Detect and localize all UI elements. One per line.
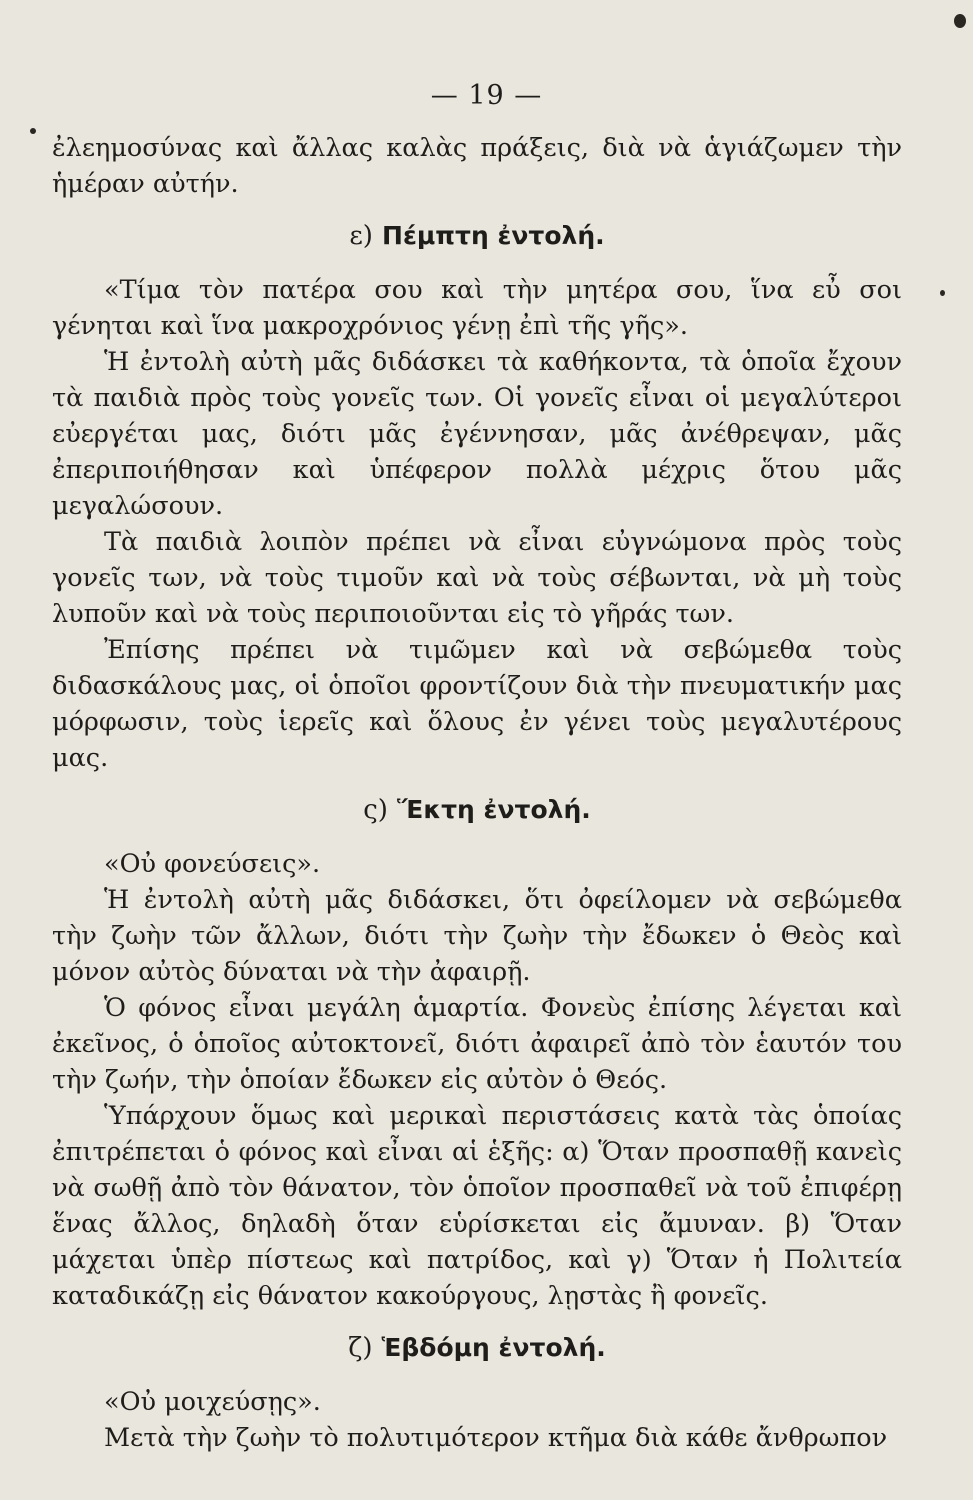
ink-speck xyxy=(954,14,966,28)
ink-speck xyxy=(940,290,945,296)
heading-sixth-commandment xyxy=(52,776,902,846)
heading-letter: ς) xyxy=(363,795,388,825)
commandment-quote: «Οὐ φονεύσεις». xyxy=(104,849,321,879)
heading-seventh-commandment xyxy=(52,1314,902,1384)
paragraph: Ἐπίσης πρέπει νὰ τιμῶμεν καὶ νὰ σεβώμεθα τοὺς διδασκάλους μας, οἱ ὁποῖοι φροντίζουν διὰ τὴν πνευματικήν μας μόρφωσιν, τοὺς ἱερεῖς καὶ ὅλους ἐν γένει τοὺς μεγαλυτέρους μας. xyxy=(52,635,902,773)
paragraph: Μετὰ τὴν ζωὴν τὸ πολυτιμότερον κτῆμα διὰ κάθε ἄνθρωπον xyxy=(104,1423,888,1453)
paragraph: Ὁ φόνος εἶναι μεγάλη ἁμαρτία. Φονεὺς ἐπίσης λέγεται καὶ ἐκεῖνος, ὁ ὁποῖος αὐτοκτονεῖ, διότι ἀφαιρεῖ ἀπὸ τὸν ἑαυτόν του τὴν ζωήν, τὴν ὁποίαν ἔδωκεν εἰς αὐτὸν ὁ Θεός. xyxy=(52,993,902,1095)
heading-letter: ζ) xyxy=(348,1333,373,1363)
paragraph: Ἡ ἐντολὴ αὐτὴ μᾶς διδάσκει, ὅτι ὀφείλομεν νὰ σεβώμεθα τὴν ζωὴν τῶν ἄλλων, διότι τὴν ζωὴν τὴν ἔδωκεν ὁ Θεὸς καὶ μόνον αὐτὸς δύναται νὰ τὴν ἀφαιρῇ. xyxy=(52,885,902,987)
heading-fifth-commandment xyxy=(52,202,902,272)
paragraph: Τὰ παιδιὰ λοιπὸν πρέπει νὰ εἶναι εὐγνώμονα πρὸς τοὺς γονεῖς των, νὰ τοὺς τιμοῦν καὶ νὰ τοὺς σέβωνται, νὰ μὴ τοὺς λυποῦν καὶ νὰ τοὺς περιποιοῦνται εἰς τὸ γῆράς των. xyxy=(52,527,902,629)
heading-letter: ε) xyxy=(349,221,373,251)
paragraph: Ὑπάρχουν ὅμως καὶ μερικαὶ περιστάσεις κατὰ τὰς ὁποίας ἐπιτρέπεται ὁ φόνος καὶ εἶναι αἱ ἑξῆς: α) Ὅταν προσπαθῇ κανεὶς νὰ σωθῇ ἀπὸ τὸν θάνατον, τὸν ὁποῖον προσπαθεῖ νὰ τοῦ ἐπιφέρῃ ἕνας ἄλλος, δηλαδὴ ὅταν εὑρίσκεται εἰς ἄμυναν. β) Ὅταν μάχεται ὑπὲρ πίστεως καὶ πατρίδος, καὶ γ) Ὅταν ἡ Πολιτεία καταδικάζῃ εἰς θάνατον κακούργους, λῃστὰς ἢ φονεῖς. xyxy=(52,1101,902,1311)
body-text xyxy=(52,130,902,1456)
heading-title: Πέμπτη ἐντολή. xyxy=(382,221,605,250)
commandment-quote: «Τίμα τὸν πατέρα σου καὶ τὴν μητέρα σου, ἵνα εὖ σοι γένηται καὶ ἵνα μακροχρόνιος γένῃ ἐπὶ τῆς γῆς». xyxy=(52,275,902,341)
continuation-paragraph: ἐλεημοσύνας καὶ ἄλλας καλὰς πράξεις, διὰ νὰ ἁγιάζωμεν τὴν ἡμέραν αὐτήν. xyxy=(52,133,902,199)
page-number: — 19 — xyxy=(430,80,543,111)
heading-title: Ἕκτη ἐντολή. xyxy=(397,795,591,824)
ink-speck xyxy=(30,128,36,134)
heading-title: Ἑβδόμη ἐντολή. xyxy=(381,1333,606,1362)
commandment-quote: «Οὐ μοιχεύσῃς». xyxy=(104,1387,321,1417)
paragraph: Ἡ ἐντολὴ αὐτὴ μᾶς διδάσκει τὰ καθήκοντα, τὰ ὁποῖα ἔχουν τὰ παιδιὰ πρὸς τοὺς γονεῖς των. Οἱ γονεῖς εἶναι οἱ μεγαλύτεροι εὐεργέται μας, διότι μᾶς ἐγέννησαν, μᾶς ἀνέθρεψαν, μᾶς ἐπεριποιήθησαν καὶ ὑπέφερον πολλὰ μέχρις ὅτου μᾶς μεγαλώσουν. xyxy=(52,347,902,521)
